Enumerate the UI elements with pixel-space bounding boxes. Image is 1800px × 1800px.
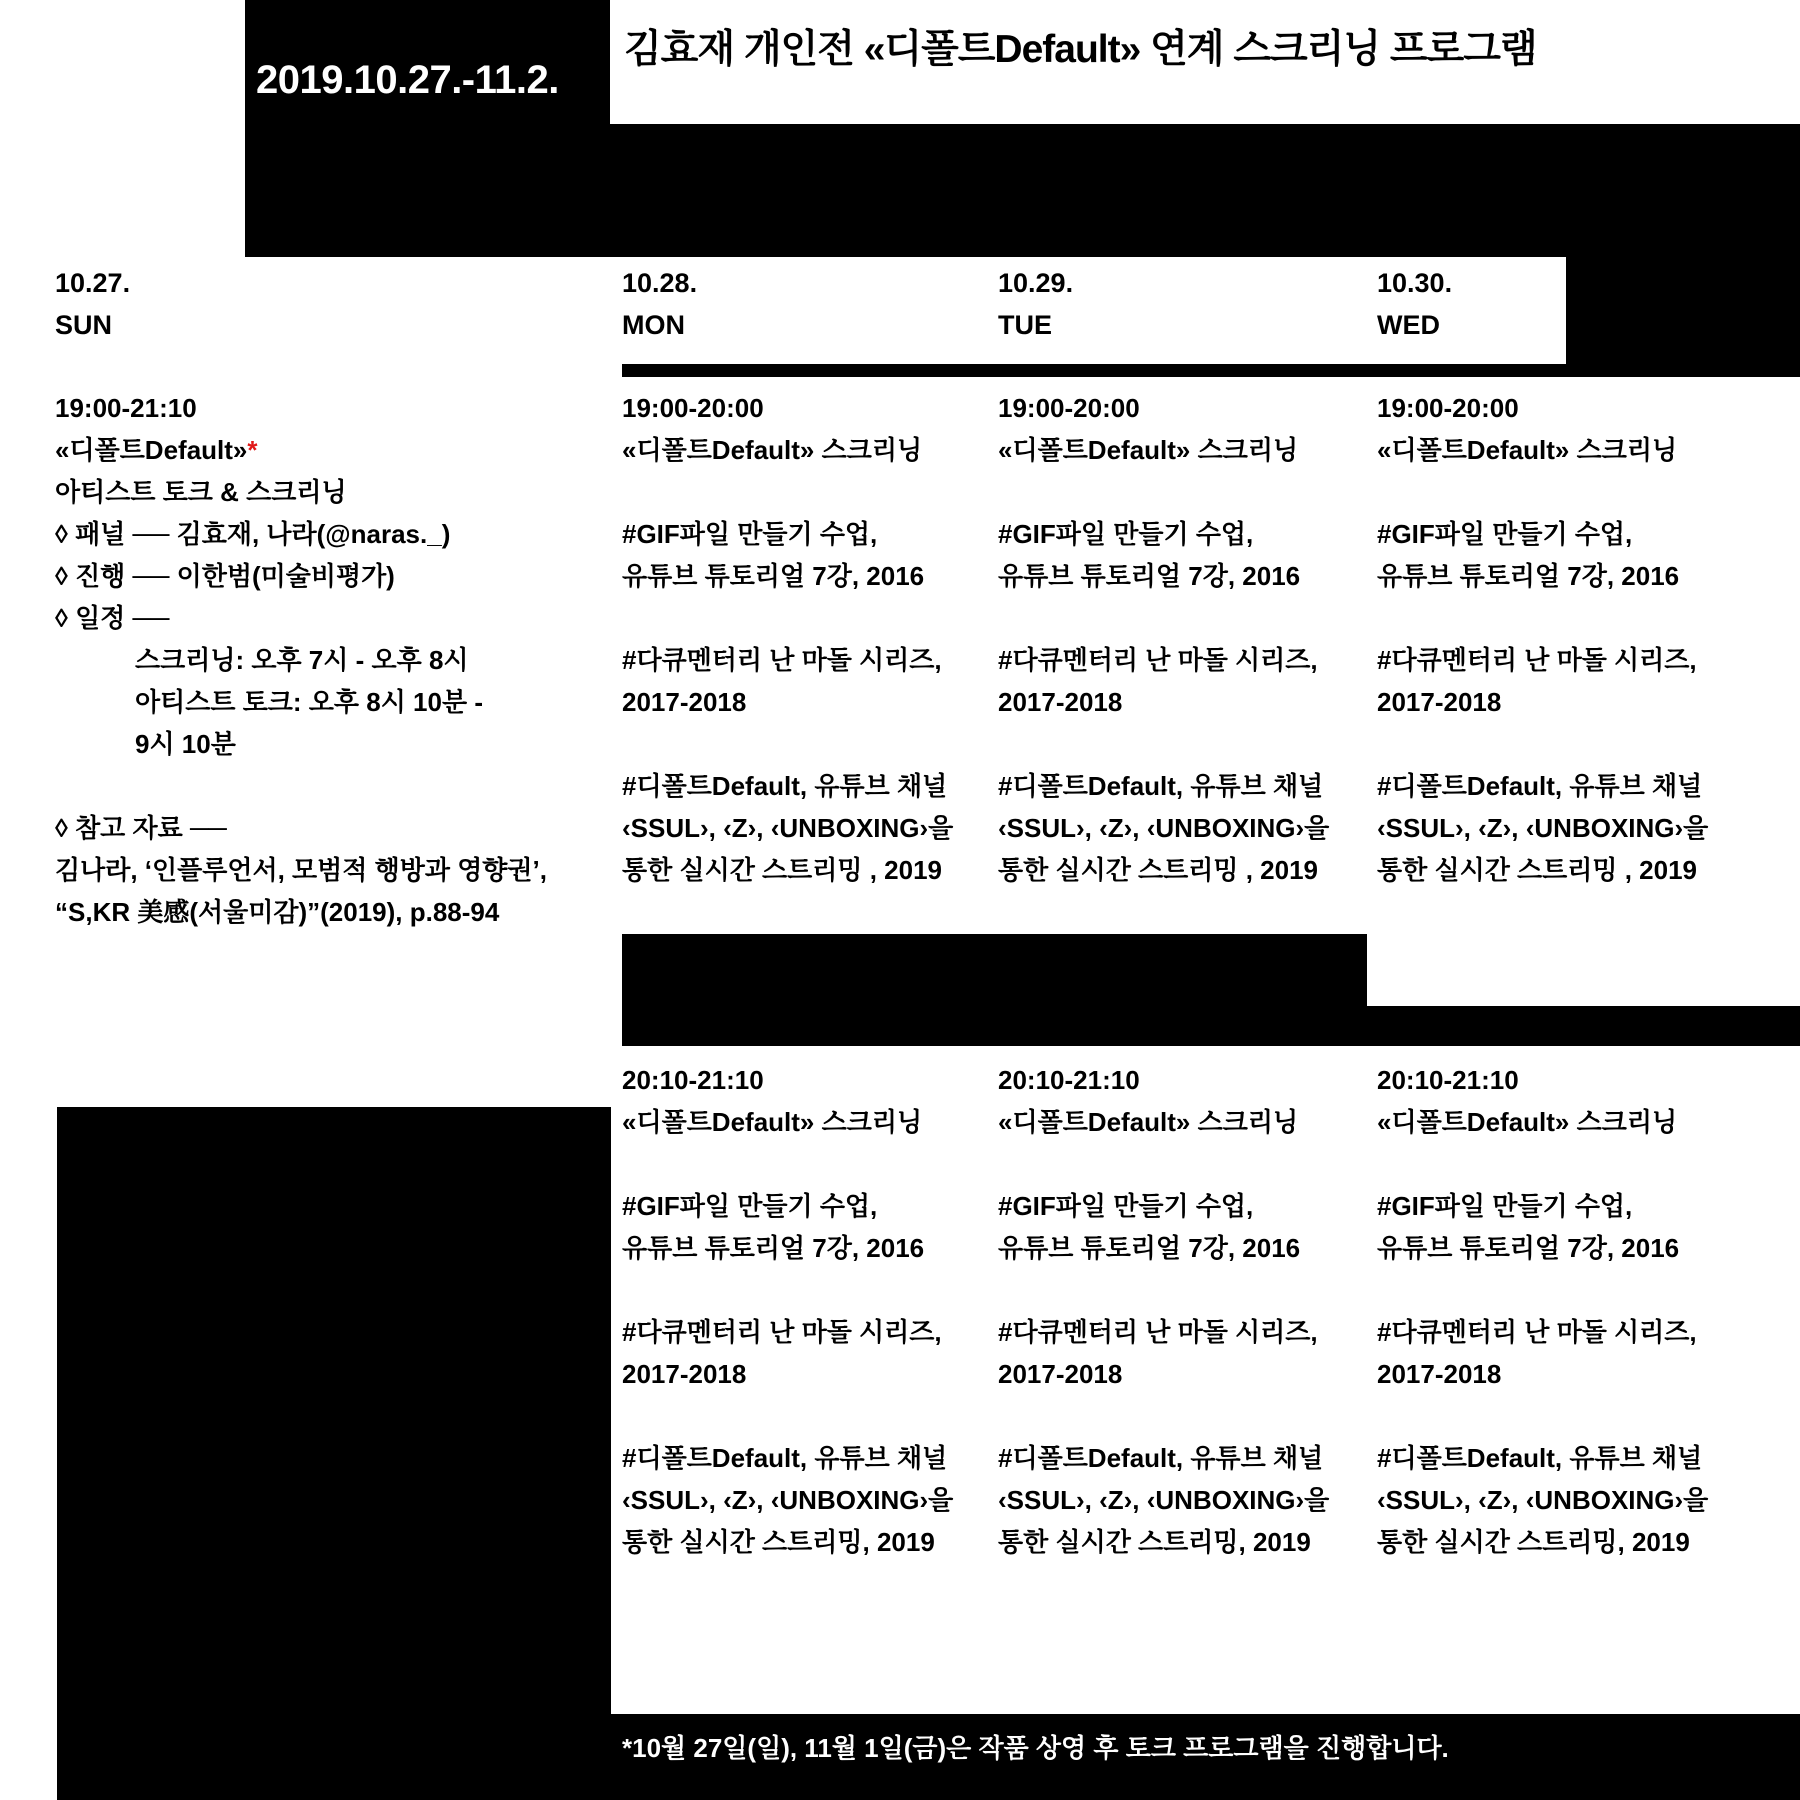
screening-item: 2017-2018 [622, 1359, 747, 1389]
middle-bar [1367, 1006, 1800, 1046]
screening-item: #다큐멘터리 난 마돌 시리즈, [1377, 1317, 1697, 1347]
header-bar [245, 124, 1800, 257]
program-title-line [55, 429, 575, 471]
screening-title: «디폴트Default» 스크리닝 [998, 435, 1299, 465]
screening-item: #GIF파일 만들기 수업, [1377, 1191, 1633, 1221]
panel-info: ◊ 패널 ── 김효재, 나라(@naras._) [55, 519, 451, 549]
day-weekday: MON [622, 310, 685, 340]
day-header-tue [998, 262, 1073, 346]
screening-item: 2017-2018 [1377, 687, 1502, 717]
day-header-sun [55, 262, 130, 346]
screening-item: 유튜브 튜토리얼 7강, 2016 [1377, 561, 1680, 591]
screening-title: «디폴트Default» 스크리닝 [622, 435, 923, 465]
screening-item: #디폴트Default, 유튜브 채널 [622, 771, 948, 801]
footnote: *10월 27일(일), 11월 1일(금)은 작품 상영 후 토크 프로그램을 진행합니다. [622, 1733, 1449, 1763]
screening-item: 통한 실시간 스트리밍 , 2019 [998, 855, 1319, 885]
screening-item: 2017-2018 [622, 687, 747, 717]
screening-item: 2017-2018 [1377, 1359, 1502, 1389]
schedule-talk-end: 9시 10분 [135, 729, 236, 759]
screening-time: 20:10-21:10 [1377, 1065, 1519, 1095]
page-title: 김효재 개인전 «디폴트Default» 연계 스크리닝 프로그램 [624, 28, 1537, 71]
asterisk-mark: * [247, 435, 258, 465]
reference-label: ◊ 참고 자료 ── [55, 813, 227, 843]
screening-title: «디폴트Default» 스크리닝 [998, 1107, 1299, 1137]
screening-item: #디폴트Default, 유튜브 채널 [998, 1443, 1324, 1473]
day-weekday: SUN [55, 310, 113, 340]
screening-item: ‹SSUL›, ‹Z›, ‹UNBOXING›을 [1377, 1485, 1709, 1515]
screening-item: #다큐멘터리 난 마돌 시리즈, [998, 645, 1318, 675]
screening-tue-1 [998, 387, 1368, 891]
screening-item: #디폴트Default, 유튜브 채널 [622, 1443, 948, 1473]
screening-item: 통한 실시간 스트리밍, 2019 [622, 1527, 935, 1557]
host-info: ◊ 진행 ── 이한범(미술비평가) [55, 561, 395, 591]
reference-line: “S,KR 美感(서울미감)”(2019), p.88-94 [55, 897, 500, 927]
schedule-label: ◊ 일정 ── [55, 603, 170, 633]
screening-title: «디폴트Default» 스크리닝 [1377, 435, 1678, 465]
screening-item: ‹SSUL›, ‹Z›, ‹UNBOXING›을 [622, 1485, 954, 1515]
screening-item: 통한 실시간 스트리밍 , 2019 [1377, 855, 1698, 885]
screening-item: #디폴트Default, 유튜브 채널 [998, 771, 1324, 801]
day-header-wed [1377, 262, 1452, 346]
screening-item: #디폴트Default, 유튜브 채널 [1377, 771, 1703, 801]
screening-title: «디폴트Default» 스크리닝 [1377, 1107, 1678, 1137]
screening-wed-2 [1377, 1059, 1747, 1563]
schedule-screening: 스크리닝: 오후 7시 - 오후 8시 [135, 645, 469, 675]
day-date: 10.30. [1377, 268, 1453, 298]
screening-item: #다큐멘터리 난 마돌 시리즈, [622, 645, 942, 675]
screening-time: 19:00-20:00 [622, 393, 764, 423]
screening-item: 통한 실시간 스트리밍 , 2019 [622, 855, 943, 885]
screening-time: 20:10-21:10 [622, 1065, 764, 1095]
screening-item: 유튜브 튜토리얼 7강, 2016 [998, 1233, 1301, 1263]
day-date: 10.29. [998, 268, 1074, 298]
screening-item: #GIF파일 만들기 수업, [998, 519, 1254, 549]
screening-item: ‹SSUL›, ‹Z›, ‹UNBOXING›을 [998, 1485, 1330, 1515]
screening-title: «디폴트Default» 스크리닝 [622, 1107, 923, 1137]
program-title: «디폴트Default» [55, 435, 248, 465]
program-time: 19:00-21:10 [55, 393, 197, 423]
screening-item: #GIF파일 만들기 수업, [998, 1191, 1254, 1221]
reference-line: 김나라, ‘인플루언서, 모범적 행방과 영향권’, [55, 855, 547, 885]
screening-item: 유튜브 튜토리얼 7강, 2016 [998, 561, 1301, 591]
screening-item: 유튜브 튜토리얼 7강, 2016 [1377, 1233, 1680, 1263]
day-date: 10.28. [622, 268, 698, 298]
screening-item: #다큐멘터리 난 마돌 시리즈, [1377, 645, 1697, 675]
screening-mon-2 [622, 1059, 992, 1563]
screening-tue-2 [998, 1059, 1368, 1563]
screening-item: 유튜브 튜토리얼 7강, 2016 [622, 1233, 925, 1263]
day-header-mon [622, 262, 697, 346]
screening-item: #다큐멘터리 난 마돌 시리즈, [998, 1317, 1318, 1347]
screening-item: 통한 실시간 스트리밍, 2019 [998, 1527, 1311, 1557]
day-date: 10.27. [55, 268, 131, 298]
screening-item: #다큐멘터리 난 마돌 시리즈, [622, 1317, 942, 1347]
screening-item: #디폴트Default, 유튜브 채널 [1377, 1443, 1703, 1473]
sunday-program [55, 387, 575, 933]
screening-time: 19:00-20:00 [998, 393, 1140, 423]
screening-item: #GIF파일 만들기 수업, [622, 1191, 878, 1221]
screening-item: ‹SSUL›, ‹Z›, ‹UNBOXING›을 [998, 813, 1330, 843]
middle-block [622, 934, 1367, 1046]
program-subtitle: 아티스트 토크 & 스크리닝 [55, 477, 347, 507]
date-range: 2019.10.27.-11.2. [256, 58, 559, 102]
screening-item: 2017-2018 [998, 687, 1123, 717]
screening-item: 2017-2018 [998, 1359, 1123, 1389]
screening-item: ‹SSUL›, ‹Z›, ‹UNBOXING›을 [622, 813, 954, 843]
screening-item: #GIF파일 만들기 수업, [622, 519, 878, 549]
day-weekday: TUE [998, 310, 1052, 340]
left-bottom-block [57, 1107, 611, 1800]
screening-item: ‹SSUL›, ‹Z›, ‹UNBOXING›을 [1377, 813, 1709, 843]
screening-item: #GIF파일 만들기 수업, [1377, 519, 1633, 549]
screening-item: 통한 실시간 스트리밍, 2019 [1377, 1527, 1690, 1557]
screening-time: 19:00-20:00 [1377, 393, 1519, 423]
screening-wed-1 [1377, 387, 1747, 891]
schedule-talk: 아티스트 토크: 오후 8시 10분 - [135, 687, 483, 717]
day-weekday: WED [1377, 310, 1440, 340]
screening-item: 유튜브 튜토리얼 7강, 2016 [622, 561, 925, 591]
corner-block-right [1566, 257, 1800, 377]
screening-mon-1 [622, 387, 992, 891]
divider-bar-top [622, 364, 1800, 377]
screening-time: 20:10-21:10 [998, 1065, 1140, 1095]
